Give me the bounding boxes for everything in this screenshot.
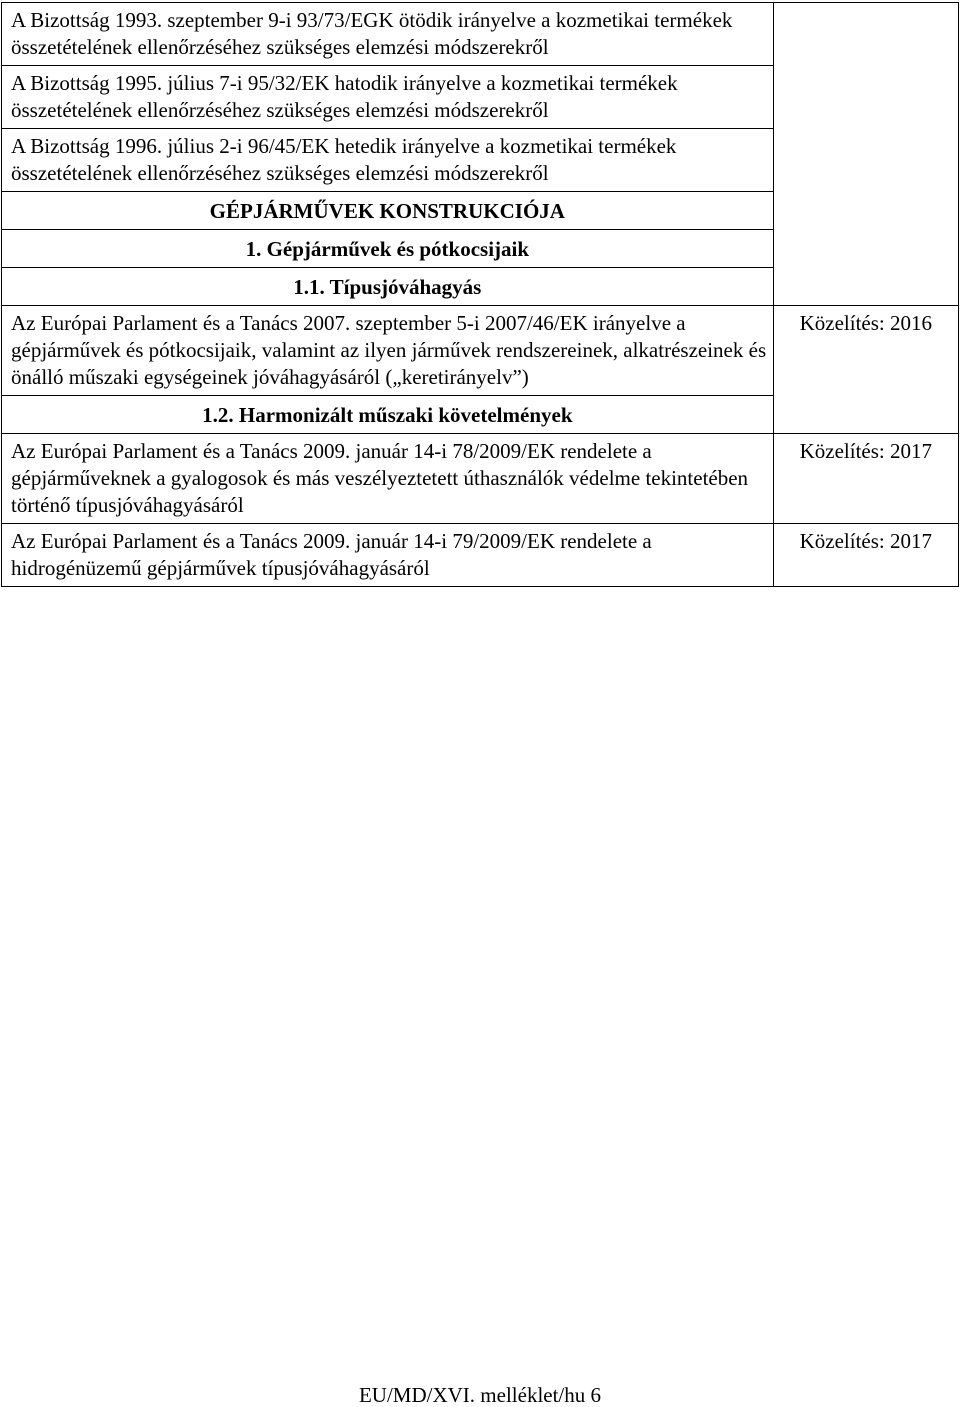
annex-table — [1, 2, 959, 587]
entry-text: A Bizottság 1996. július 2-i 96/45/EK hetedik irányelve a kozmetikai termékek összetételének ellenőrzéséhez szükséges elemzési módszerekről — [2, 129, 774, 192]
status-cell — [773, 306, 958, 434]
section-heading: 1. Gépjárművek és pótkocsijaik — [2, 230, 774, 268]
entry-text: A Bizottság 1995. július 7-i 95/32/EK hatodik irányelve a kozmetikai termékek összetételének ellenőrzéséhez szükséges elemzési módszerekről — [2, 66, 774, 129]
status-text: Közelítés: 2017 — [799, 529, 933, 553]
status-text: Közelítés: 2016 — [799, 311, 933, 335]
section-heading: GÉPJÁRMŰVEK KONSTRUKCIÓJA — [2, 192, 774, 230]
table-row — [2, 434, 959, 524]
entry-text: Az Európai Parlament és a Tanács 2009. január 14-i 79/2009/EK rendelete a hidrogénüzemű gépjárművek típusjóváhagyásáról — [2, 524, 774, 587]
status-cell — [773, 3, 958, 306]
table-row — [2, 524, 959, 587]
status-text: Közelítés: 2017 — [799, 439, 933, 463]
section-heading: 1.1. Típusjóváhagyás — [2, 268, 774, 306]
entry-text: A Bizottság 1993. szeptember 9-i 93/73/EGK ötödik irányelve a kozmetikai termékek összetételének ellenőrzéséhez szükséges elemzési módszerekről — [2, 3, 774, 66]
section-heading: 1.2. Harmonizált műszaki követelmények — [2, 396, 774, 434]
page-footer: EU/MD/XVI. melléklet/hu 6 — [358, 1383, 602, 1407]
table-row — [2, 306, 959, 396]
table-row — [2, 3, 959, 66]
entry-text: Az Európai Parlament és a Tanács 2009. január 14-i 78/2009/EK rendelete a gépjárműveknek a gyalogosok és más veszélyeztetett úthasználók védelme tekintetében történő típusjóváhagyásáról — [2, 434, 774, 524]
status-cell — [773, 524, 958, 587]
entry-text: Az Európai Parlament és a Tanács 2007. szeptember 5-i 2007/46/EK irányelve a gépjárművek és pótkocsijaik, valamint az ilyen járművek rendszereinek, alkatrészeinek és önálló műszaki egységeinek jóváhagyásáról („keretirányelv”) — [2, 306, 774, 396]
status-cell — [773, 434, 958, 524]
